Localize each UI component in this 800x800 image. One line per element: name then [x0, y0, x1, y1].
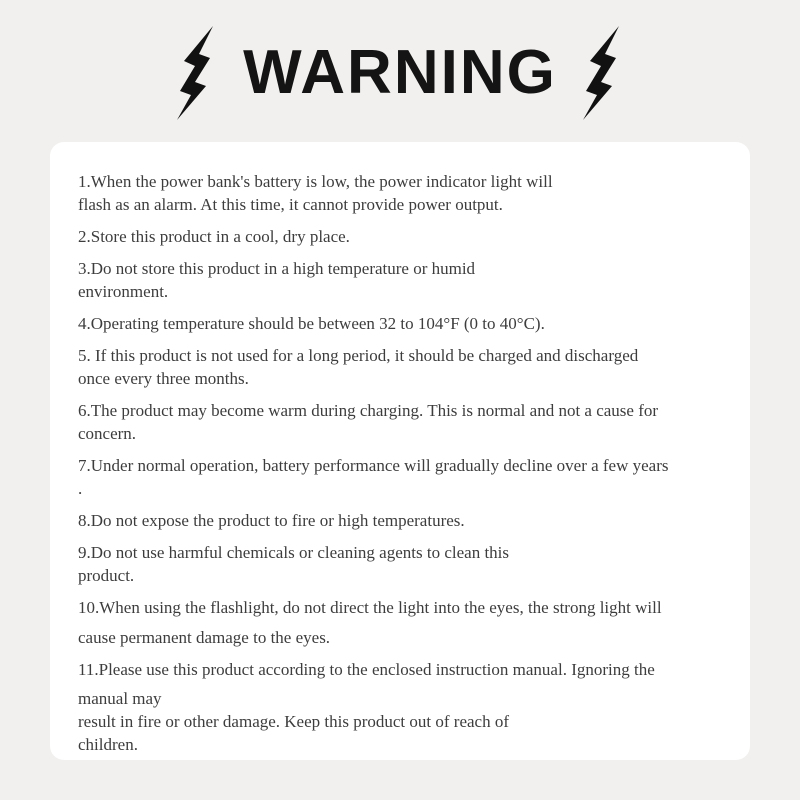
warning-header	[0, 18, 800, 128]
lightning-bolt-icon	[581, 25, 625, 121]
warning-line: 1.When the power bank's battery is low, the power indicator light will	[78, 172, 553, 191]
warning-item	[78, 170, 724, 216]
warning-line: 7.Under normal operation, battery performance will gradually decline over a few years	[78, 456, 669, 475]
lightning-bolt-icon	[175, 25, 219, 121]
warning-list	[78, 170, 724, 756]
warning-line: children.	[78, 735, 138, 754]
warning-line: 8.Do not expose the product to fire or high temperatures.	[78, 511, 465, 530]
warning-item	[78, 454, 724, 500]
warning-line: environment.	[78, 282, 169, 301]
warning-line: cause permanent damage to the eyes.	[78, 628, 331, 647]
warning-line: 11.Please use this product according to the enclosed instruction manual. Ignoring the	[78, 660, 655, 679]
warning-line: .	[78, 479, 83, 498]
warning-item	[78, 596, 724, 649]
warning-item	[78, 225, 724, 248]
warning-line: concern.	[78, 424, 137, 443]
warning-card	[50, 142, 750, 760]
warning-item	[78, 509, 724, 532]
warning-line: result in fire or other damage. Keep this product out of reach of	[78, 712, 509, 731]
warning-line: 9.Do not use harmful chemicals or cleaning agents to clean this	[78, 543, 510, 562]
warning-line: 6.The product may become warm during charging. This is normal and not a cause for	[78, 401, 659, 420]
warning-line: 3.Do not store this product in a high temperature or humid	[78, 259, 476, 278]
page-title: WARNING	[243, 38, 557, 107]
warning-line: flash as an alarm. At this time, it cannot provide power output.	[78, 195, 503, 214]
warning-item	[78, 541, 724, 587]
warning-line: 4.Operating temperature should be between 32 to 104°F (0 to 40°C).	[78, 314, 545, 333]
warning-item	[78, 658, 724, 756]
warning-item	[78, 312, 724, 335]
warning-item	[78, 257, 724, 303]
warning-line: 5. If this product is not used for a long period, it should be charged and discharged	[78, 346, 639, 365]
warning-line: 2.Store this product in a cool, dry place.	[78, 227, 350, 246]
warning-line: manual may	[78, 689, 162, 708]
warning-line: product.	[78, 566, 135, 585]
warning-item	[78, 344, 724, 390]
warning-line: 10.When using the flashlight, do not direct the light into the eyes, the strong light will	[78, 598, 662, 617]
warning-item	[78, 399, 724, 445]
warning-line: once every three months.	[78, 369, 249, 388]
